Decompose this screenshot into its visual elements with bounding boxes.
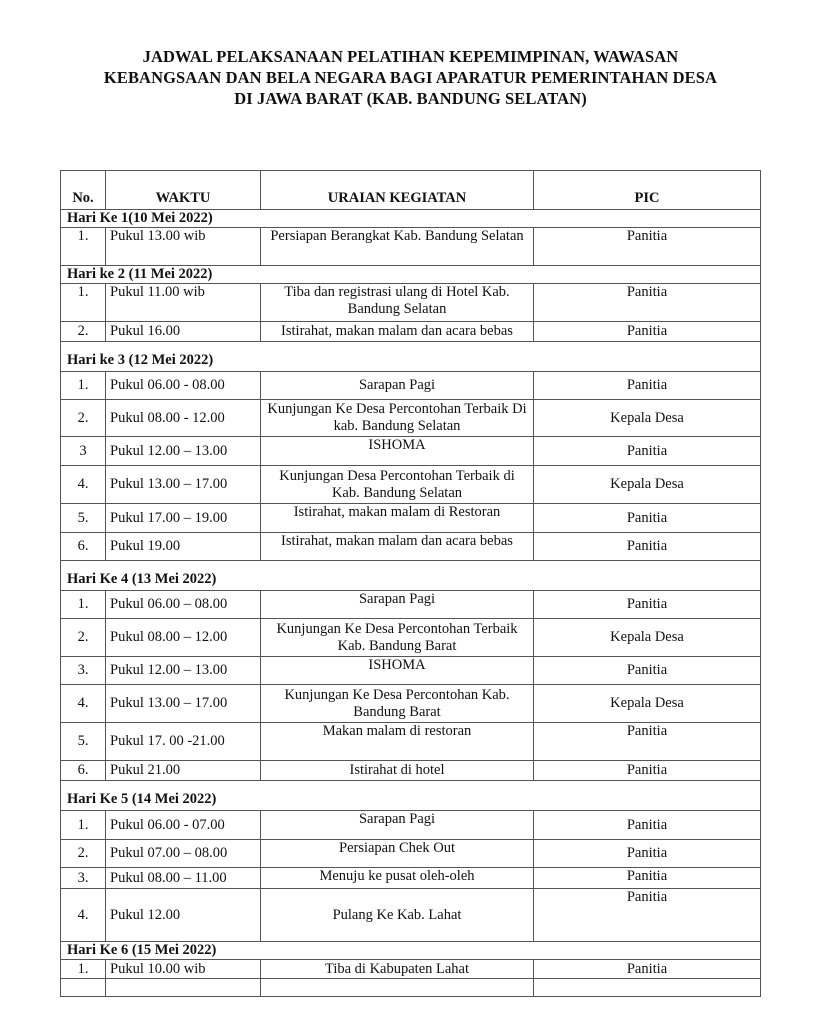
cell-waktu: Pukul 06.00 – 08.00 [106, 591, 261, 619]
table-row [61, 619, 761, 657]
table-row [61, 372, 761, 400]
cell-waktu: Pukul 13.00 wib [106, 228, 261, 266]
cell-pic: Panitia [534, 228, 761, 266]
cell-no: 1. [61, 591, 106, 619]
cell-pic: Panitia [534, 811, 761, 840]
cell-no: 2. [61, 400, 106, 437]
cell-waktu: Pukul 07.00 – 08.00 [106, 840, 261, 868]
cell-pic: Kepala Desa [534, 466, 761, 504]
cell-pic: Kepala Desa [534, 400, 761, 437]
cell-no: 1. [61, 960, 106, 979]
cell-uraian: Kunjungan Ke Desa Percontohan Terbaik Kab. Bandung Barat [261, 619, 534, 657]
cell-uraian: Menuju ke pusat oleh-oleh [261, 868, 534, 889]
cell-waktu: Pukul 11.00 wib [106, 284, 261, 322]
cell-waktu: Pukul 17.00 – 19.00 [106, 504, 261, 533]
table-row [61, 591, 761, 619]
schedule-table [60, 170, 761, 997]
header-uraian: URAIAN KEGIATAN [261, 171, 534, 210]
cell-uraian: Kunjungan Ke Desa Percontohan Kab. Bandung Barat [261, 685, 534, 723]
cell-no: 6. [61, 533, 106, 561]
cell-uraian: ISHOMA [261, 437, 534, 466]
day-row [61, 210, 761, 228]
cell-waktu: Pukul 16.00 [106, 322, 261, 342]
day-label: Hari Ke 5 (14 Mei 2022) [61, 781, 761, 811]
cell-no: 5. [61, 723, 106, 761]
cell-pic: Panitia [534, 372, 761, 400]
table-row [61, 466, 761, 504]
cell-pic: Panitia [534, 437, 761, 466]
table-row [61, 657, 761, 685]
cell-waktu: Pukul 19.00 [106, 533, 261, 561]
table-row [61, 228, 761, 266]
cell-uraian: ISHOMA [261, 657, 534, 685]
cell-pic: Panitia [534, 723, 761, 761]
cell-no: 1. [61, 284, 106, 322]
cell-no: 4. [61, 466, 106, 504]
cell-uraian: Persiapan Berangkat Kab. Bandung Selatan [261, 228, 534, 266]
cell-no: 2. [61, 322, 106, 342]
cell-waktu: Pukul 08.00 - 12.00 [106, 400, 261, 437]
header-pic: PIC [534, 171, 761, 210]
cell-empty [534, 979, 761, 997]
cell-empty [106, 979, 261, 997]
cell-uraian: Makan malam di restoran [261, 723, 534, 761]
cell-uraian: Istirahat, makan malam di Restoran [261, 504, 534, 533]
table-row [61, 723, 761, 761]
cell-pic: Panitia [534, 868, 761, 889]
cell-waktu: Pukul 12.00 – 13.00 [106, 437, 261, 466]
cell-waktu: Pukul 12.00 – 13.00 [106, 657, 261, 685]
table-row [61, 868, 761, 889]
cell-uraian: Istirahat, makan malam dan acara bebas [261, 533, 534, 561]
cell-pic: Panitia [534, 504, 761, 533]
table-row [61, 400, 761, 437]
header-row [61, 171, 761, 210]
cell-waktu: Pukul 06.00 - 07.00 [106, 811, 261, 840]
cell-pic: Panitia [534, 533, 761, 561]
day-label: Hari Ke 4 (13 Mei 2022) [61, 561, 761, 591]
day-row [61, 781, 761, 811]
cell-pic: Panitia [534, 840, 761, 868]
cell-waktu: Pukul 13.00 – 17.00 [106, 685, 261, 723]
cell-waktu: Pukul 06.00 - 08.00 [106, 372, 261, 400]
cell-no: 4. [61, 685, 106, 723]
day-row [61, 342, 761, 372]
header-waktu: WAKTU [106, 171, 261, 210]
day-label: Hari Ke 6 (15 Mei 2022) [61, 942, 761, 960]
day-label: Hari ke 3 (12 Mei 2022) [61, 342, 761, 372]
cell-uraian: Istirahat, makan malam dan acara bebas [261, 322, 534, 342]
document-title [0, 46, 821, 109]
cell-uraian: Kunjungan Ke Desa Percontohan Terbaik Di kab. Bandung Selatan [261, 400, 534, 437]
cell-pic: Panitia [534, 657, 761, 685]
table-row [61, 889, 761, 942]
cell-uraian: Tiba di Kabupaten Lahat [261, 960, 534, 979]
cell-pic: Panitia [534, 960, 761, 979]
title-line-1: JADWAL PELAKSANAAN PELATIHAN KEPEMIMPINAN, WAWASAN [142, 47, 679, 66]
table-row [61, 322, 761, 342]
header-no: No. [61, 171, 106, 210]
cell-no: 6. [61, 761, 106, 781]
cell-pic: Panitia [534, 322, 761, 342]
title-line-3: DI JAWA BARAT (KAB. BANDUNG SELATAN) [234, 89, 587, 108]
cell-uraian: Istirahat di hotel [261, 761, 534, 781]
cell-pic: Panitia [534, 889, 761, 942]
cell-waktu: Pukul 12.00 [106, 889, 261, 942]
cell-waktu: Pukul 08.00 – 12.00 [106, 619, 261, 657]
table-row [61, 284, 761, 322]
cell-no: 1. [61, 228, 106, 266]
cell-pic: Panitia [534, 284, 761, 322]
cell-no: 3. [61, 657, 106, 685]
cell-empty [61, 979, 106, 997]
cell-waktu: Pukul 10.00 wib [106, 960, 261, 979]
cell-empty [261, 979, 534, 997]
cell-pic: Kepala Desa [534, 619, 761, 657]
cell-no: 4. [61, 889, 106, 942]
day-row [61, 266, 761, 284]
cell-waktu: Pukul 17. 00 -21.00 [106, 723, 261, 761]
table-row [61, 504, 761, 533]
cell-uraian: Tiba dan registrasi ulang di Hotel Kab. Bandung Selatan [261, 284, 534, 322]
cell-no: 2. [61, 840, 106, 868]
cell-waktu: Pukul 13.00 – 17.00 [106, 466, 261, 504]
cell-pic: Kepala Desa [534, 685, 761, 723]
cell-waktu: Pukul 08.00 – 11.00 [106, 868, 261, 889]
cell-uraian: Sarapan Pagi [261, 811, 534, 840]
cell-no: 1. [61, 811, 106, 840]
table-row [61, 811, 761, 840]
table-row [61, 533, 761, 561]
cell-uraian: Pulang Ke Kab. Lahat [261, 889, 534, 942]
day-label: Hari ke 2 (11 Mei 2022) [61, 266, 761, 284]
table-row [61, 437, 761, 466]
cell-no: 2. [61, 619, 106, 657]
cell-no: 1. [61, 372, 106, 400]
cell-uraian: Kunjungan Desa Percontohan Terbaik di Kab. Bandung Selatan [261, 466, 534, 504]
table-row [61, 960, 761, 979]
cell-no: 3 [61, 437, 106, 466]
cell-uraian: Sarapan Pagi [261, 372, 534, 400]
cell-waktu: Pukul 21.00 [106, 761, 261, 781]
cell-no: 5. [61, 504, 106, 533]
day-row [61, 942, 761, 960]
cell-pic: Panitia [534, 761, 761, 781]
cell-no: 3. [61, 868, 106, 889]
day-row [61, 561, 761, 591]
cell-uraian: Persiapan Chek Out [261, 840, 534, 868]
table-row-empty [61, 979, 761, 997]
table-row [61, 840, 761, 868]
cell-uraian: Sarapan Pagi [261, 591, 534, 619]
table-row [61, 685, 761, 723]
cell-pic: Panitia [534, 591, 761, 619]
title-line-2: KEBANGSAAN DAN BELA NEGARA BAGI APARATUR PEMERINTAHAN DESA [103, 68, 718, 87]
day-label: Hari Ke 1(10 Mei 2022) [61, 210, 761, 228]
table-row [61, 761, 761, 781]
